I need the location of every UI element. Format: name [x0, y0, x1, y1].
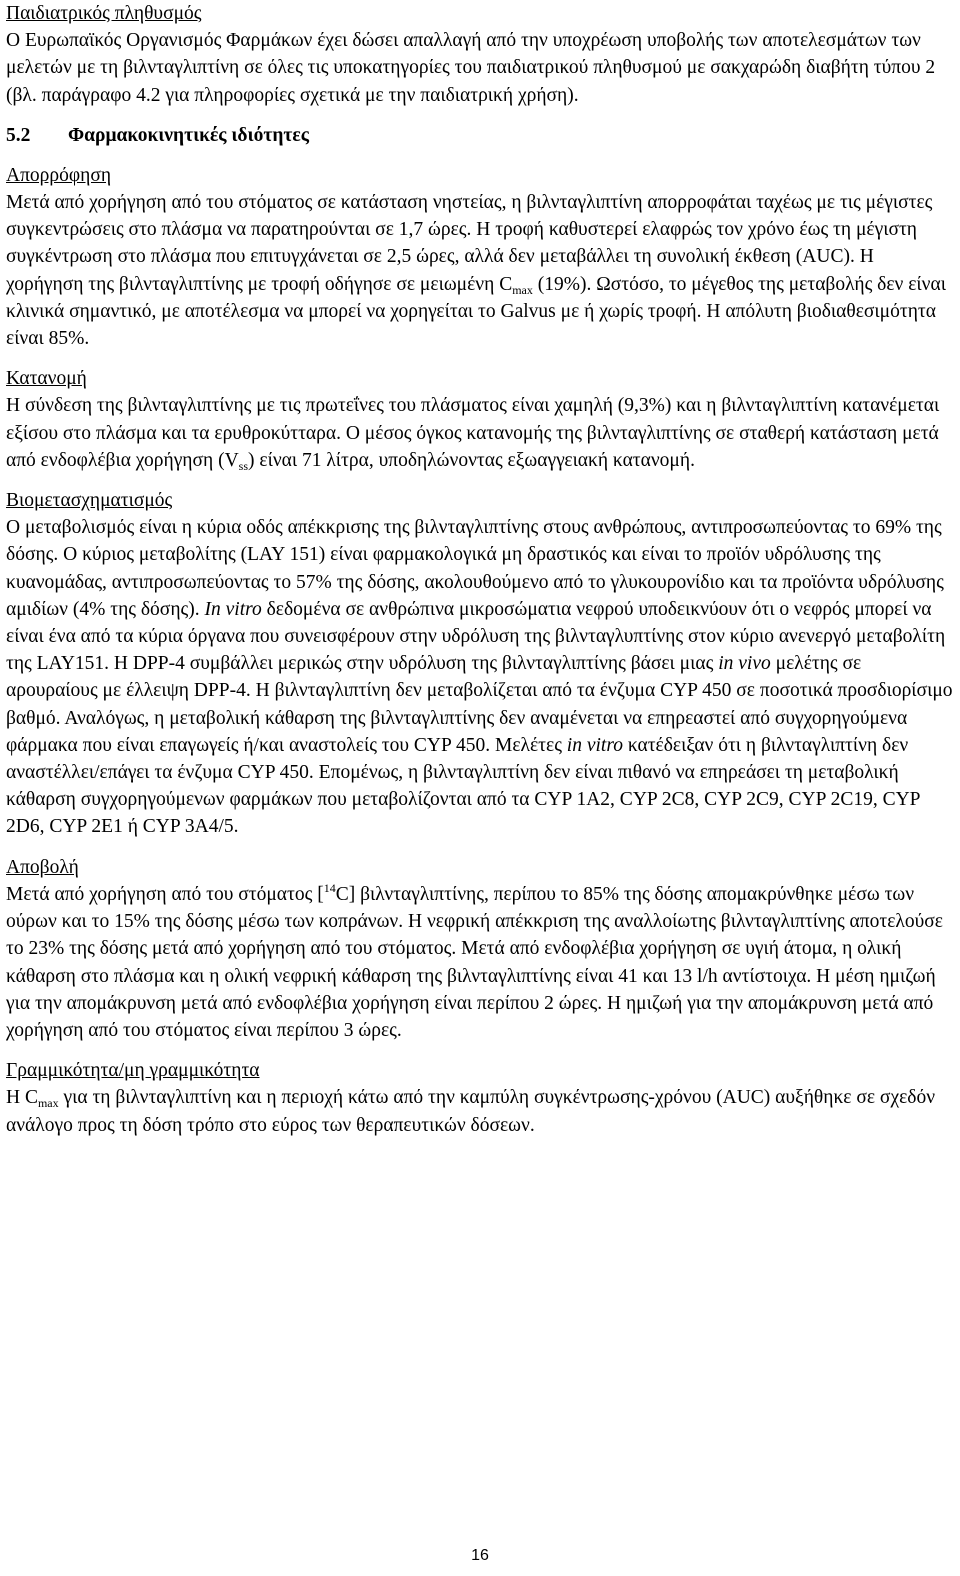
linearity-paragraph [6, 1087, 935, 1135]
in-vivo-italic: in vivo [718, 653, 771, 675]
cmax-subscript-2: max [37, 1096, 59, 1111]
page-number: 16 [471, 1547, 489, 1564]
elimination-section [6, 854, 954, 1044]
vss-subscript: ss [238, 458, 249, 473]
elimination-text-a: Μετά από χορήγηση από του στόματος [ [6, 883, 324, 905]
pediatric-paragraph: Ο Ευρωπαϊκός Οργανισμός Φαρμάκων έχει δώσει απαλλαγή από την υποχρέωση υποβολής των αποτελεσμάτων των μελετών με τη βιλνταγλιπτίνη σε όλες τις υποκατηγορίες του παιδιατρικού πληθυσμού με σακχαρώδη διαβήτη τύπου 2 (βλ. παράγραφο 4.2 για πληροφορίες σχετικά με την παιδιατρική χρήση). [6, 30, 936, 106]
linearity-section [6, 1057, 954, 1139]
cmax-subscript: max [512, 282, 533, 297]
elimination-paragraph [6, 880, 943, 1041]
biotransformation-text-2: δεδομένα σε ανθρώπινα μικροσώματια νεφρού υποδεικνύουν ότι ο νεφρός μπορεί να είναι ένα από τα κύρια όργανα που συνεισφέρουν στην υδρόλυση της βιλνταγλυπτίνης στον κύριο ανενεργό μεταβολίτη της LAY151. Η DPP-4 συμβάλλει μερικώς στην υδρόλυση της βιλνταγλιπτίνης βάσει μιας [6, 598, 946, 675]
distribution-paragraph [6, 395, 940, 473]
section-number: 5.2 [6, 124, 31, 146]
linearity-heading: Γραμμικότητα/μη γραμμικότητα [6, 1060, 260, 1082]
pediatric-heading: Παιδιατρικός πληθυσμός [6, 3, 202, 24]
biotransformation-text-3: μελέτης σε αρουραίους με έλλειψη DPP-4. Η βιλνταγλιπτίνη δεν μεταβολίζεται από τα ένζυμα CYP 450 σε ποσοτικά προσδιορίσιμο βαθμό. Αναλόγως, η μεταβολική κάθαρση της βιλνταγλιπτίνης δεν αναμένεται να επηρεαστεί από συγχορηγούμενα φάρμακα που είναι επαγωγείς ή/και αναστολείς του CYP 450. Μελέτες [6, 653, 953, 756]
absorption-paragraph [6, 192, 946, 349]
distribution-text-a: Η σύνδεση της βιλνταγλιπτίνης με τις πρωτεΐνες του πλάσματος είναι χαμηλή (9,3%) και η βιλνταγλιπτίνη κατανέμεται εξίσου στο πλάσμα και τα ερυθροκύτταρα. Ο μέσος όγκος κατανομής της βιλνταγλιπτίνης σε σταθερή κατάσταση μετά από ενδοφλέβια χορήγηση (V [6, 395, 940, 471]
c14-superscript: 14 [323, 880, 336, 895]
section-heading [6, 122, 954, 149]
linearity-text-b: για τη βιλνταγλιπτίνη και η περιοχή κάτω από την καμπύλη συγκέντρωσης-χρόνου (AUC) αυξήθηκε σε σχεδόν ανάλογο προς τη δόση τρόπο στο εύρος των θεραπευτικών δόσεων. [6, 1087, 936, 1136]
document-page [6, 0, 954, 1139]
biotransformation-heading: Βιομετασχηματισμός [6, 490, 173, 512]
pediatric-section [6, 0, 954, 109]
linearity-text-a: Η C [6, 1087, 38, 1109]
elimination-heading: Αποβολή [6, 856, 79, 878]
distribution-text-b: ) είναι 71 λίτρα, υποδηλώνοντας εξωαγγειακή κατανομή. [248, 449, 695, 471]
in-vitro-italic-1: In vitro [204, 598, 262, 620]
biotransformation-section [6, 487, 954, 841]
absorption-text-b: (19%). Ωστόσο, το μέγεθος της μεταβολής δεν είναι κλινικά σημαντικό, με αποτέλεσμα να μπορεί να χορηγείται το Galvus με ή χωρίς τροφή. Η απόλυτη βιοδιαθεσιμότητα είναι 85%. [6, 273, 946, 350]
biotransformation-text-1: Ο μεταβολισμός είναι η κύρια οδός απέκκρισης της βιλνταγλιπτίνης στους ανθρώπους, αντιπροσωπεύοντας το 69% της δόσης. Ο κύριος μεταβολίτης (LAY 151) είναι φαρμακολογικά μη δραστικός και είναι το προϊόν υδρόλυσης της κυανομάδας, αντιπροσωπεύοντας το 57% της δόσης, ακολουθούμενο από το γλυκουρονίδιο και τα προϊόντα υδρόλυσης αμιδίων (4% της δόσης). [6, 517, 944, 620]
biotransformation-paragraph [6, 517, 953, 837]
distribution-section [6, 365, 954, 474]
distribution-heading: Κατανομή [6, 368, 87, 390]
absorption-section [6, 162, 954, 352]
elimination-text-b: C] βιλνταγλιπτίνης, περίπου το 85% της δόσης απομακρύνθηκε μέσω των ούρων και το 15% της δόσης μέσω των κοπράνων. Η νεφρική απέκκριση της αναλλοίωτης βιλνταγλιπτίνης αποτελούσε το 23% της δόσης μετά από χορήγηση από του στόματος. Μετά από ενδοφλέβια χορήγηση σε υγιή άτομα, η ολική κάθαρση στο πλάσμα και η ολική νεφρική κάθαρση της βιλνταγλιπτίνης είναι 41 και 13 l/h αντίστοιχα. Η μέση ημιζωή για την απομάκρυνση μετά από ενδοφλέβια χορήγηση είναι περίπου 2 ώρες. Η ημιζωή για την απομάκρυνση μετά από χορήγηση από του στόματος είναι περίπου 3 ώρες. [6, 883, 943, 1041]
in-vitro-italic-2: in vitro [566, 734, 623, 756]
absorption-heading: Απορρόφηση [6, 164, 112, 186]
absorption-text-a: Μετά από χορήγηση από του στόματος σε κατάσταση νηστείας, η βιλνταγλιπτίνη απορροφάται ταχέως με τις μέγιστες συγκεντρώσεις στο πλάσμα να παρατηρούνται σε 1,7 ώρες. Η τροφή καθυστερεί ελαφρώς τον χρόνο έως τη μέγιστη συγκέντρωση στο πλάσμα που επιτυγχάνεται σε 2,5 ώρες, αλλά δεν μεταβάλλει τη συνολική έκθεση (AUC). Η χορήγηση της βιλνταγλιπτίνης με τροφή οδήγησε σε μειωμένη C [6, 192, 933, 295]
section-title: Φαρμακοκινητικές ιδιότητες [68, 124, 309, 146]
biotransformation-text-4: κατέδειξαν ότι η βιλνταγλιπτίνη δεν αναστέλλει/επάγει τα ένζυμα CYP 450. Επομένως, η βιλνταγλιπτίνη δεν είναι πιθανό να επηρεάσει τη μεταβολική κάθαρση συγχορηγούμενων φαρμάκων που μεταβολίζονται από τα CYP 1A2, CYP 2C8, CYP 2C9, CYP 2C19, CYP 2D6, CYP 2E1 ή CYP 3A4/5. [6, 734, 920, 838]
